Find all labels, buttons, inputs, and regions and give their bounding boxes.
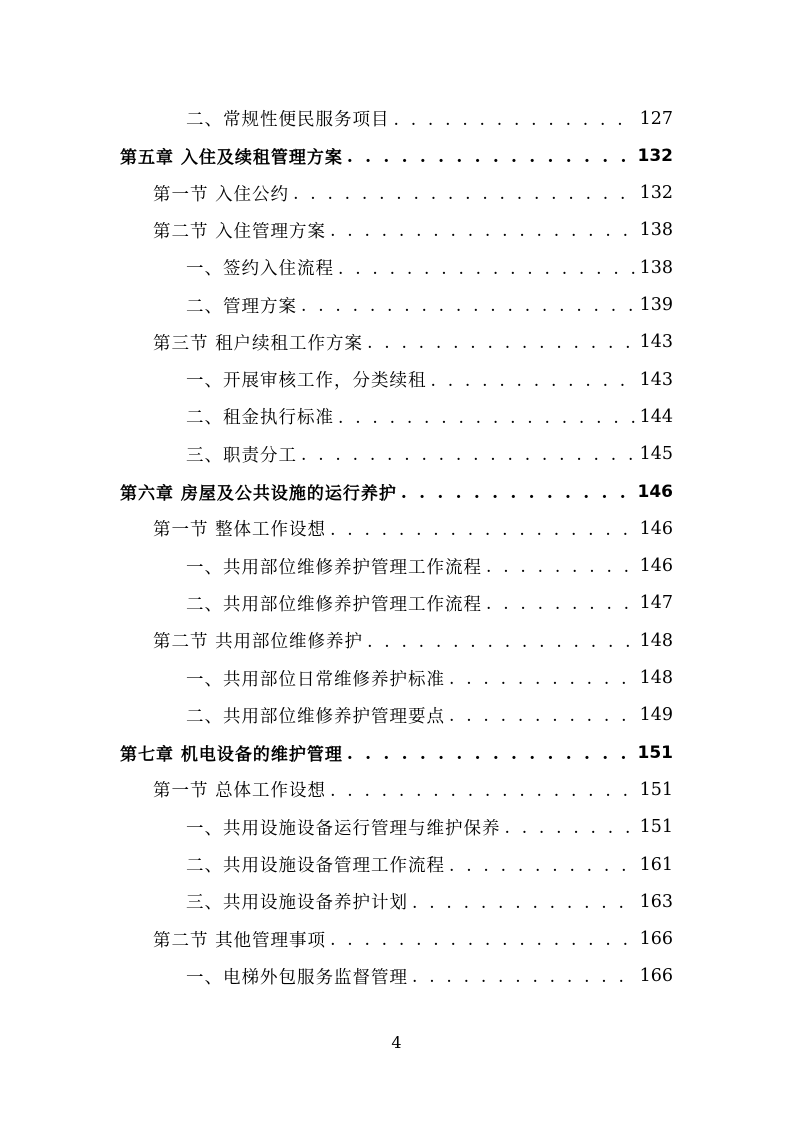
dot-leader bbox=[449, 669, 636, 689]
dot-leader bbox=[338, 408, 636, 428]
toc-entry-title: 第二节 入住管理方案 bbox=[153, 221, 327, 242]
dot-leader bbox=[449, 706, 636, 726]
dot-leader bbox=[347, 744, 634, 764]
toc-subsection-entry[interactable] bbox=[186, 361, 673, 398]
toc-entry-page: 166 bbox=[639, 966, 673, 987]
toc-entry-page: 161 bbox=[639, 854, 673, 875]
dot-leader bbox=[301, 296, 636, 316]
toc-entry-page: 144 bbox=[639, 406, 673, 427]
toc-entry-page: 149 bbox=[639, 705, 673, 726]
toc-entry-page: 146 bbox=[639, 518, 673, 539]
toc-subsection-entry[interactable] bbox=[186, 697, 673, 734]
toc-entry-title: 第五章 入住及续租管理方案 bbox=[120, 148, 343, 169]
toc-entry-title: 第二节 其他管理事项 bbox=[153, 930, 327, 951]
toc-entry-title: 二、共用设施设备管理工作流程 bbox=[186, 856, 445, 876]
toc-section-entry[interactable] bbox=[153, 175, 673, 212]
dot-leader bbox=[505, 818, 636, 838]
toc-entry-title: 一、共用部位日常维修养护标准 bbox=[186, 669, 445, 690]
toc-entry-title: 三、职责分工 bbox=[186, 445, 297, 466]
toc-entry-title: 二、管理方案 bbox=[186, 296, 297, 317]
toc-entry-title: 第一节 总体工作设想 bbox=[153, 781, 327, 802]
toc-entry-page: 132 bbox=[637, 145, 673, 166]
dot-leader bbox=[449, 856, 636, 876]
toc-entry-title: 第一节 整体工作设想 bbox=[153, 520, 327, 541]
dot-leader bbox=[412, 893, 636, 913]
toc-entry-page: 138 bbox=[639, 257, 673, 278]
toc-entry-page: 163 bbox=[639, 891, 673, 912]
toc-subsection-entry[interactable] bbox=[186, 846, 673, 883]
toc-entry-page: 145 bbox=[639, 444, 673, 465]
dot-leader bbox=[347, 147, 634, 167]
toc-entry-page: 139 bbox=[639, 295, 673, 315]
toc-entry-page: 166 bbox=[639, 929, 673, 950]
toc-entry-page: 138 bbox=[639, 220, 673, 241]
toc-entry-title: 一、共用设施设备运行管理与维护保养 bbox=[186, 818, 501, 839]
toc-entry-page: 146 bbox=[637, 481, 673, 502]
toc-entry-page: 147 bbox=[639, 593, 673, 614]
dot-leader bbox=[394, 110, 636, 130]
toc-entry-page: 146 bbox=[639, 556, 673, 577]
dot-leader bbox=[412, 967, 636, 987]
toc-section-entry[interactable] bbox=[153, 921, 673, 958]
toc-subsection-entry[interactable] bbox=[186, 883, 673, 920]
toc-entry-page: 127 bbox=[639, 108, 673, 129]
toc-entry-title: 第六章 房屋及公共设施的运行养护 bbox=[120, 484, 397, 504]
dot-leader bbox=[338, 259, 636, 279]
toc-subsection-entry[interactable] bbox=[186, 809, 673, 846]
toc-section-entry[interactable] bbox=[153, 324, 673, 361]
toc-entry-title: 二、共用部位维修养护管理要点 bbox=[186, 706, 445, 727]
toc-subsection-entry[interactable] bbox=[186, 436, 673, 473]
toc-entry-page: 151 bbox=[639, 817, 673, 838]
toc-entry-title: 第七章 机电设备的维护管理 bbox=[120, 745, 343, 766]
dot-leader bbox=[431, 371, 636, 391]
toc-section-entry[interactable] bbox=[153, 510, 673, 547]
dot-leader bbox=[367, 333, 636, 353]
dot-leader bbox=[301, 445, 636, 465]
toc-subsection-entry[interactable] bbox=[186, 100, 673, 137]
toc-section-entry[interactable] bbox=[153, 771, 673, 808]
toc-subsection-entry[interactable] bbox=[186, 398, 673, 435]
toc-subsection-entry[interactable] bbox=[186, 287, 673, 324]
toc-entry-page: 148 bbox=[639, 630, 673, 651]
dot-leader bbox=[293, 184, 636, 204]
toc-chapter-entry[interactable] bbox=[120, 734, 673, 771]
toc-entry-page: 143 bbox=[639, 332, 673, 353]
dot-leader bbox=[486, 557, 636, 577]
toc-entry-page: 151 bbox=[637, 742, 673, 763]
dot-leader bbox=[330, 520, 636, 540]
toc-subsection-entry[interactable] bbox=[186, 249, 673, 286]
toc-entry-page: 132 bbox=[639, 183, 673, 204]
toc-entry-title: 第一节 入住公约 bbox=[153, 184, 290, 205]
toc-entry-title: 三、共用设施设备养护计划 bbox=[186, 893, 408, 914]
toc-subsection-entry[interactable] bbox=[186, 548, 673, 585]
dot-leader bbox=[330, 930, 636, 950]
toc-chapter-entry[interactable] bbox=[120, 473, 673, 510]
dot-leader bbox=[401, 483, 634, 503]
toc-entry-title: 一、电梯外包服务监督管理 bbox=[186, 967, 408, 988]
toc-entry-page: 151 bbox=[639, 779, 673, 800]
toc-entry-title: 第二节 共用部位维修养护 bbox=[153, 632, 364, 653]
toc-entry-title: 二、租金执行标准 bbox=[186, 408, 334, 429]
toc-entry-page: 148 bbox=[639, 668, 673, 688]
toc-entry-title: 二、常规性便民服务项目 bbox=[186, 110, 390, 130]
page-number: 4 bbox=[391, 1033, 402, 1052]
toc-entry-page: 143 bbox=[639, 369, 673, 390]
toc-subsection-entry[interactable] bbox=[186, 958, 673, 995]
dot-leader bbox=[330, 221, 636, 241]
toc-entry-title: 一、开展审核工作，分类续租 bbox=[186, 371, 427, 392]
toc-entry-title: 二、共用部位维修养护管理工作流程 bbox=[186, 594, 482, 615]
dot-leader bbox=[367, 632, 636, 652]
toc-chapter-entry[interactable] bbox=[120, 137, 673, 174]
toc-subsection-entry[interactable] bbox=[186, 660, 673, 697]
toc-entry-title: 一、共用部位维修养护管理工作流程 bbox=[186, 557, 482, 578]
dot-leader bbox=[486, 594, 636, 614]
toc-section-entry[interactable] bbox=[153, 622, 673, 659]
toc-entry-title: 第三节 租户续租工作方案 bbox=[153, 333, 364, 354]
dot-leader bbox=[330, 781, 636, 801]
toc-section-entry[interactable] bbox=[153, 212, 673, 249]
toc-subsection-entry[interactable] bbox=[186, 585, 673, 622]
toc-entry-title: 一、签约入住流程 bbox=[186, 259, 334, 280]
